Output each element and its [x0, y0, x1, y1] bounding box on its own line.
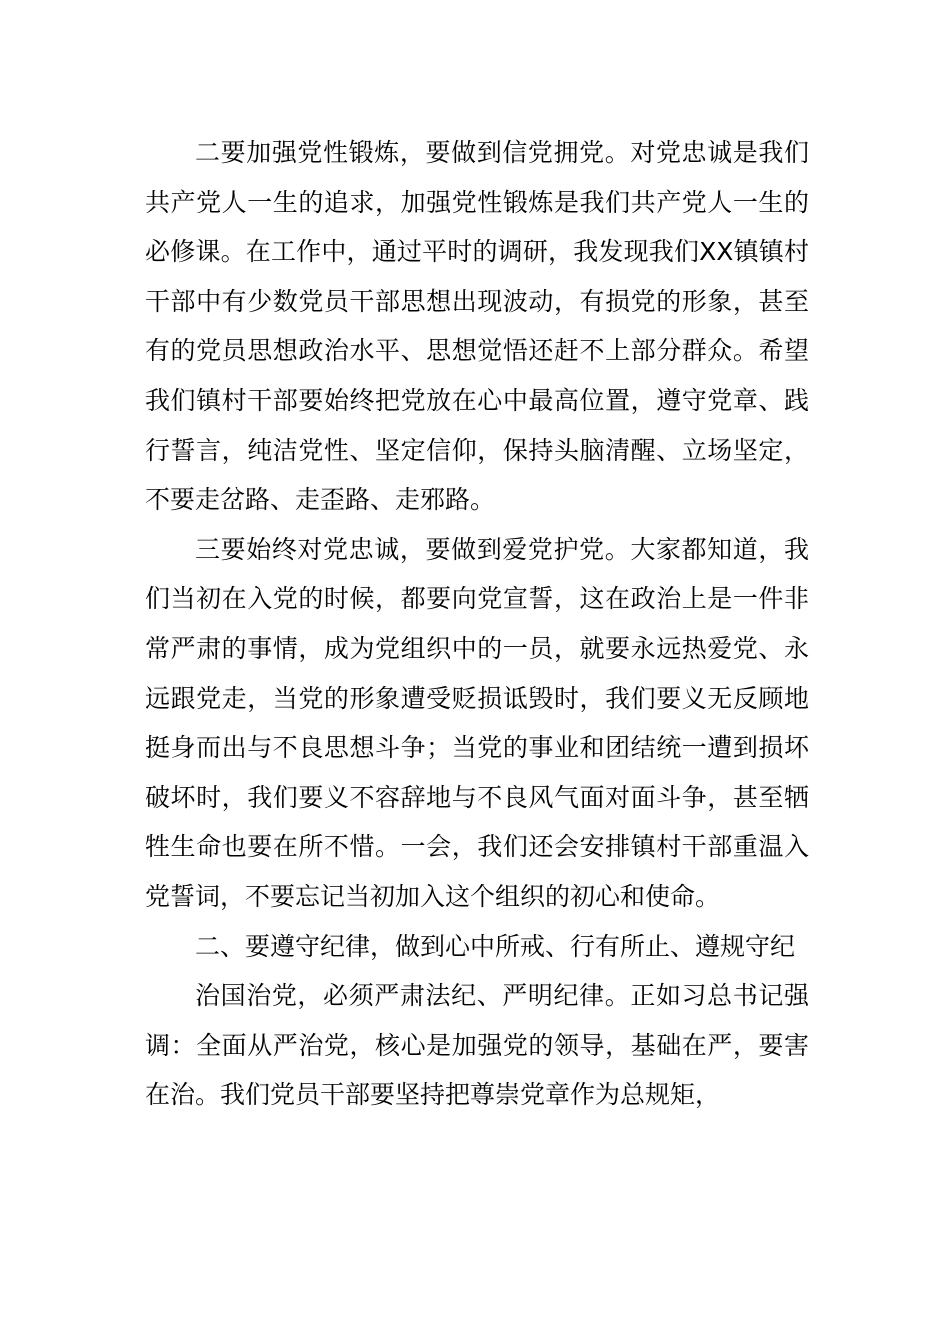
- document-body: [145, 128, 809, 1120]
- paragraph-party-loyalty: 三要始终对党忠诚，要做到爱党护党。大家都知道，我们当初在入党的时候，都要向党宣誓，这在政治上是一件非常严肃的事情，成为党组织中的一员，就要永远热爱党、永远跟党走，当党的形象遭受贬损诋毁时，我们要义无反顾地挺身而出与不良思想斗争；当党的事业和团结统一遭到损坏破坏时，我们要义不容辞地与不良风气面对面斗争，甚至牺牲生命也要在所不惜。一会，我们还会安排镇村干部重温入党誓词，不要忘记当初加入这个组织的初心和使命。: [145, 534, 809, 911]
- paragraph-governance: 治国治党，必须严肃法纪、严明纪律。正如习总书记强调：全面从严治党，核心是加强党的领导，基础在严，要害在治。我们党员干部要坚持把尊崇党章作为总规矩，: [145, 981, 809, 1110]
- paragraph-party-training: 二要加强党性锻炼，要做到信党拥党。对党忠诚是我们共产党人一生的追求，加强党性锻炼是我们共产党人一生的必修课。在工作中，通过平时的调研，我发现我们XX镇镇村干部中有少数党员干部思想出现波动，有损党的形象，甚至有的党员思想政治水平、思想觉悟还赶不上部分群众。希望我们镇村干部要始终把党放在心中最高位置，遵守党章、践行誓言，纯洁党性、坚定信仰，保持头脑清醒、立场坚定，不要走岔路、走歪路、走邪路。: [145, 138, 809, 515]
- section-heading-discipline: 二、要遵守纪律，做到心中所戒、行有所止、遵规守纪: [195, 931, 796, 961]
